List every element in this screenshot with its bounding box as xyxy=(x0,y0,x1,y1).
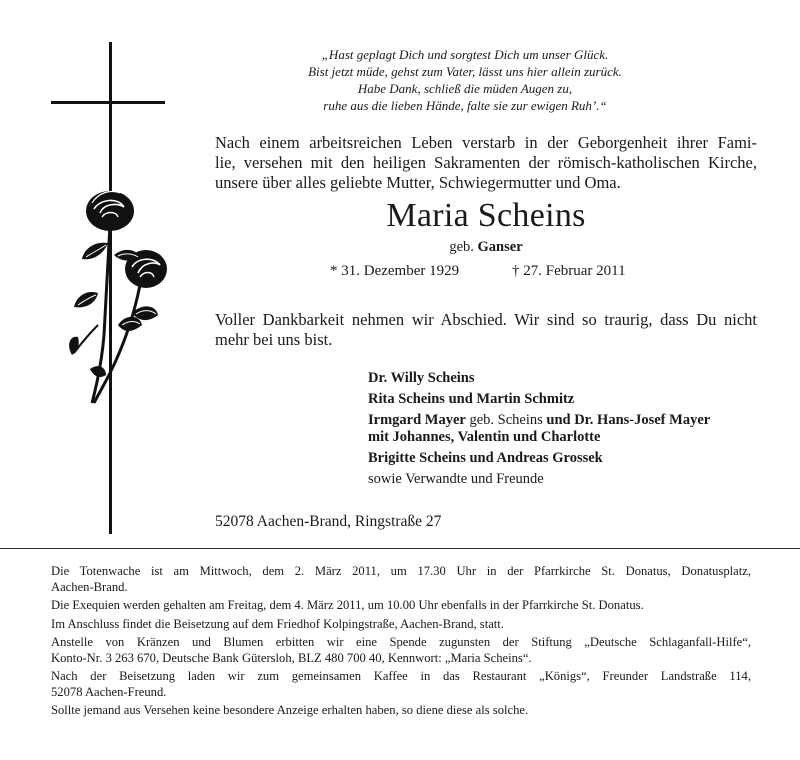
mourner xyxy=(368,412,768,429)
mourner-partner: und Dr. Hans-Josef Mayer xyxy=(546,412,711,428)
funeral-notices xyxy=(51,564,751,722)
relatives-text: sowie Verwandte und Freunde xyxy=(368,471,544,487)
mourner-name: Irmgard Mayer xyxy=(368,412,466,428)
intro-text xyxy=(215,133,757,193)
poem-line: Habe Dank, schließ die müden Augen zu, xyxy=(357,81,573,96)
farewell-line: mehr bei uns bist. xyxy=(215,330,333,349)
wake-notice xyxy=(51,564,751,595)
poem-line: ruhe aus die lieben Hände, falte sie zur ewigen Ruh’.“ xyxy=(323,98,607,113)
mourners-list xyxy=(368,370,768,492)
intro-line: unsere über alles geliebte Mutter, Schwiegermutter und Oma. xyxy=(215,173,621,192)
maiden-name-line xyxy=(215,238,757,256)
poem-line: „Hast geplagt Dich und sorgtest Dich um unser Glück. xyxy=(321,47,609,62)
notice-line: Nach der Beisetzung laden wir zum gemeinsamen Kaffee in das Restaurant „Königs“, Freunder Landstraße 114, xyxy=(51,669,751,683)
farewell-text xyxy=(215,310,757,350)
birth-date: * 31. Dezember 1929 xyxy=(330,263,460,279)
intro-line: lie, versehen mit den heiligen Sakramenten der römisch-katholischen Kirche, xyxy=(215,153,757,172)
intro-line: Nach einem arbeitsreichen Leben verstarb in der Geborgenheit ihrer Fami- xyxy=(215,133,757,152)
mourner-nee: geb. Scheins xyxy=(469,412,543,428)
farewell-line: Voller Dankbarkeit nehmen wir Abschied. Wir sind so traurig, dass Du nicht xyxy=(215,310,757,329)
notice-line: Die Totenwache ist am Mittwoch, dem 2. März 2011, um 17.30 Uhr in der Pfarrkirche St. Donatus, Donatusplatz, xyxy=(51,564,751,578)
mourner-children-names: mit Johannes, Valentin und Charlotte xyxy=(368,429,601,445)
notice-line: Konto-Nr. 3 263 670, Deutsche Bank Gütersloh, BLZ 480 700 40, Kennwort: „Maria Scheins“. xyxy=(51,650,532,665)
rose-icon xyxy=(58,185,178,405)
mourner xyxy=(368,370,768,387)
family-address: 52078 Aachen-Brand, Ringstraße 27 xyxy=(215,513,442,530)
divider xyxy=(0,548,800,549)
burial-notice: Im Anschluss findet die Beisetzung auf dem Friedhof Kolpingstraße, Aachen-Brand, statt. xyxy=(51,616,504,631)
notice-line: Aachen-Brand. xyxy=(51,579,128,594)
nee-prefix: geb. xyxy=(449,239,474,255)
mourner-relatives xyxy=(368,471,768,488)
poem-line: Bist jetzt müde, gehst zum Vater, lässt uns hier allein zurück. xyxy=(308,64,622,79)
death-date: † 27. Februar 2011 xyxy=(512,263,626,279)
notice-line: 52078 Aachen-Freund. xyxy=(51,684,167,699)
mourner-name: Brigitte Scheins und Andreas Grossek xyxy=(368,450,603,466)
mourner xyxy=(368,391,768,408)
mourner-name: Dr. Willy Scheins xyxy=(368,370,475,386)
mourner-name: Rita Scheins und Martin Schmitz xyxy=(368,391,575,407)
mourner xyxy=(368,450,768,467)
notice-line: Anstelle von Kränzen und Blumen erbitten wir eine Spende zugunsten der Stiftung „Deutsche Schlaganfall-Hilfe“, xyxy=(51,635,751,649)
donation-notice xyxy=(51,635,751,666)
cross-bar xyxy=(51,101,165,104)
deceased-name: Maria Scheins xyxy=(386,197,586,234)
closing-notice: Sollte jemand aus Versehen keine besondere Anzeige erhalten haben, so diene diese als solche. xyxy=(51,703,529,717)
maiden-name: Ganser xyxy=(477,239,523,255)
exequies-notice: Die Exequien werden gehalten am Freitag, dem 4. März 2011, um 10.00 Uhr ebenfalls in der Pfarrkirche St. Donatus. xyxy=(51,598,644,612)
mourner-children xyxy=(368,429,768,446)
coffee-notice xyxy=(51,669,751,700)
poem xyxy=(250,46,680,114)
